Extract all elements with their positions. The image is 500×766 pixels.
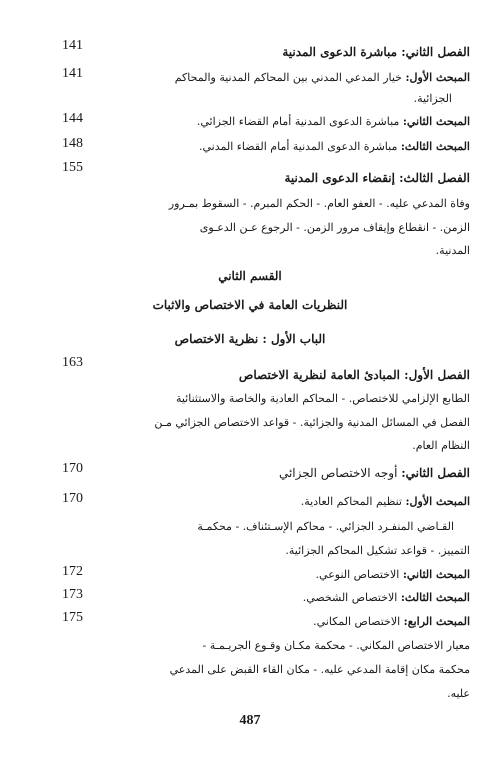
toc-entry [197,114,470,130]
heading-label: المبحث الثالث: [400,140,470,153]
toc-entry [239,367,470,383]
heading-label: المبحث الثاني: [402,115,470,128]
toc-entry [175,70,470,86]
paragraph-line: التمييز. - قواعد تشكيل المحاكم الجزائية. [285,544,470,557]
paragraph-line: معيار الاختصاص المكاني. - محكمة مكـان وقـوع الجريـمـة - [202,639,470,652]
paragraph-line: الزمن. - انقطاع وإيقاف مرور الزمن. - الرجوع عـن الدعـوى [199,221,470,234]
entry-text: خيار المدعي المدني بين المحاكم المدنية والمحاكم [174,71,406,84]
paragraph-line: المدنية. [435,244,470,257]
toc-entry [313,614,470,630]
page-ref: 163 [62,355,83,370]
page-number: 487 [239,713,261,728]
toc-entry [303,590,470,606]
page-ref: 141 [62,38,83,53]
entry-text: المبادئ العامة لنظرية الاختصاص [238,368,405,382]
page-ref: 144 [62,111,83,126]
paragraph-line: عليه. [447,687,470,700]
paragraph-line: الطابع الإلزامي للاختصاص. - المحاكم العادية والخاصة والاستثنائية [175,392,470,405]
entry-text: الاختصاص النوعي. [315,568,403,581]
page-ref: 141 [62,66,83,81]
chapter-heading [284,170,470,186]
toc-entry [316,567,470,583]
toc-entry [301,494,470,510]
chapter-heading [282,44,470,60]
entry-text: تنظيم المحاكم العادية. [300,495,406,508]
paragraph-line: النظام العام. [412,439,470,452]
page-ref: 155 [62,160,83,175]
paragraph-line: محكمة مكان إقامة المدعي عليه. - مكان القاء القبض على المدعي [169,663,470,676]
part-subtitle: النظريات العامة في الاختصاص والاثبات [152,298,348,312]
entry-text: مباشرة الدعوى المدنية أمام القضاء المدني. [199,140,401,153]
toc-entry [279,465,470,481]
entry-text: الاختصاص الشخصي. [302,591,401,604]
entry-text: أوجه الاختصاص الجزائي [278,466,402,480]
page-ref: 170 [62,491,83,506]
entry-text: الاختصاص المكاني. [313,615,404,628]
heading-label: الفصل الأول: [404,368,470,382]
chapter-title: الباب الأول : نظرية الاختصاص [174,332,326,346]
paragraph-line: القـاضي المنفـرد الجزائي. - محاكم الإسـتئناف. - محكمـة [197,520,454,533]
heading-label: الفصل الثاني: [401,466,470,480]
heading-label: الفصل الثاني: مباشرة الدعوى المدنية [282,45,470,59]
page-ref: 173 [62,587,83,602]
heading-label: المبحث الثالث: [400,591,470,604]
heading-label: المبحث الأول: [405,495,470,508]
heading-label: الفصل الثالث: إنقضاء الدعوى المدنية [284,171,470,185]
entry-continuation: الجزائية. [413,92,452,105]
heading-label: المبحث الثاني: [402,568,470,581]
paragraph-line: وفاة المدعي عليه. - العفو العام. - الحكم المبرم. - السقوط بمـرور [168,197,470,210]
page-ref: 170 [62,461,83,476]
paragraph-line: الفصل في المسائل المدنية والجزائية. - قواعد الاختصاص الجزائي مـن [154,416,470,429]
part-title: القسم الثاني [218,269,282,283]
page-ref: 148 [62,136,83,151]
toc-entry [199,139,470,155]
heading-label: المبحث الأول: [405,71,470,84]
heading-label: المبحث الرابع: [403,615,470,628]
entry-text: مباشرة الدعوى المدنية أمام القضاء الجزائي. [196,115,403,128]
page-ref: 175 [62,610,83,625]
page-ref: 172 [62,564,83,579]
